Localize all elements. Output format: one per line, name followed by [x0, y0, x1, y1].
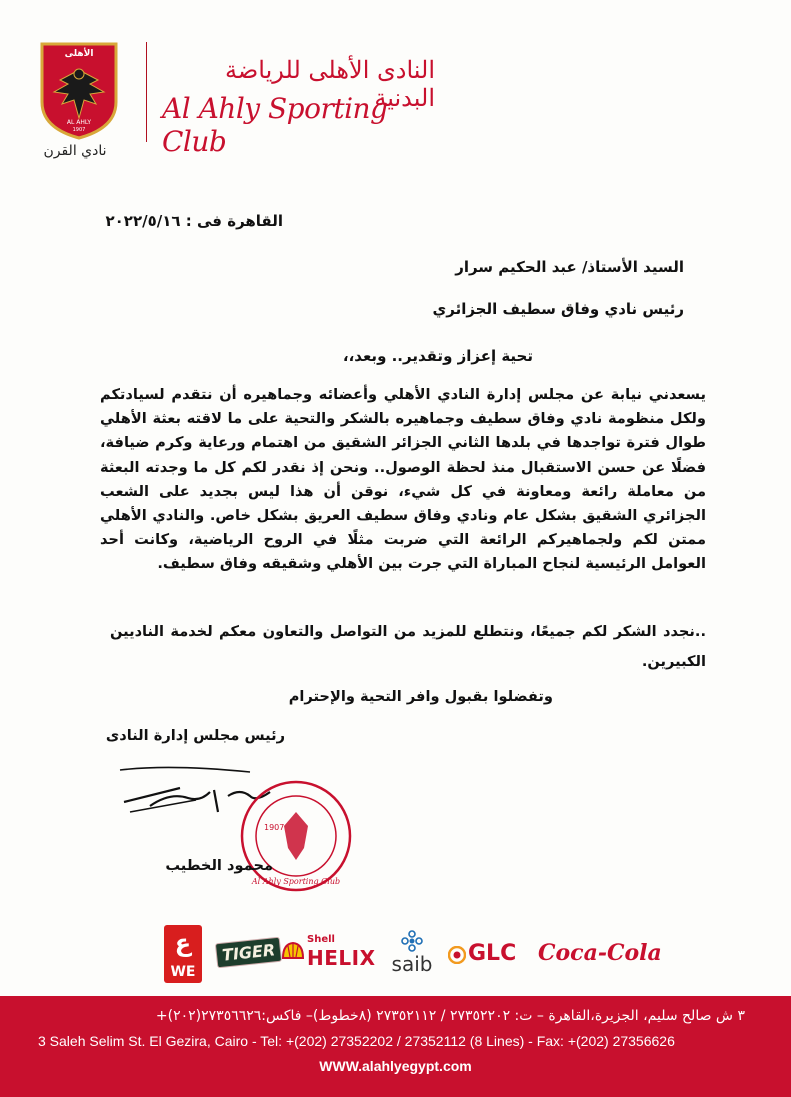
saib-flower-icon: [400, 930, 424, 952]
helix-label: HELIX: [307, 946, 376, 970]
regards-line: وتفضلوا بقبول وافر التحية والإحترام: [288, 688, 553, 705]
footer-address-arabic: ٣ ش صالح سليم، الجزيرة،القاهرة – ت: ٢٧٣٥٢٢٠٢ / ٢٧٣٥٢١١٢ (٨خطوط)– فاكس:٢٧٣٥٦٦٢٦(٢٠٢)+: [155, 1008, 745, 1024]
greeting: تحية إعزاز وتقدير.. وبعد،،: [342, 347, 533, 365]
shell-icon: [281, 940, 305, 964]
body-paragraph: يسعدني نيابة عن مجلس إدارة النادي الأهلي وأعضائه وجماهيره أن نتقدم لسيادتكم ولكل منظومة نادي وفاق سطيف وجماهيره بالشكر والتحية على ما لاقته بعثة الأهلي طوال فترة تواجدها في بلدها الثاني الجزائر الشقيق من اهتمام ورعاية وكرم ضيافة، فضلًا عن حسن الاستقبال منذ لحظة الوصول.. ونحن إذ نقدر لكم كل ما وجدته البعثة من معاملة رائعة ومعاونة في كل شيء، نوقن أن هذا ليس بجديد على الشعب الجزائري الشقيق بشكل عام ونادي وفاق سطيف العريق بشكل خاص. والنادي الأهلي ممتن لكم ولجماهيركم الرائعة التي ضربت مثلًا في الروح الرياضية، وكانت أحد العوامل الرئيسية لنجاح المباراة التي جرت بين الأهلي وشقيقه وفاق سطيف.: [100, 386, 706, 573]
glc-sponsor-logo: [448, 941, 538, 971]
signatory-name: محمود الخطيب: [165, 857, 273, 874]
saib-sponsor-logo: [382, 930, 442, 980]
we-sponsor-logo: [164, 925, 202, 983]
footer-website-link[interactable]: WWW.alahlyegypt.com: [319, 1058, 472, 1074]
glc-swirl-icon: [448, 946, 466, 964]
club-name-english: Al Ahly Sporting Club: [162, 92, 388, 158]
salutation: السيد الأستاذ/ عبد الحكيم سرار: [455, 258, 684, 276]
crest-year: 1907: [72, 127, 86, 133]
coca-cola-sponsor-logo: Coca-Cola: [538, 940, 662, 966]
recipient-title: رئيس نادي وفاق سطيف الجزائري: [432, 300, 684, 318]
shell-label: Shell: [307, 934, 335, 945]
we-label: WE: [170, 964, 196, 980]
crest-label-bottom: AL AHLY: [66, 119, 92, 126]
shell-helix-sponsor-logo: [281, 934, 391, 974]
al-ahly-crest-logo: [38, 40, 120, 140]
footer-address-english: 3 Saleh Selim St. El Gezira, Cairo - Tel: +(202) 27352202 / 27352112 (8 Lines) - Fax: +(202) 27356626: [38, 1033, 675, 1049]
glc-label: GLC: [468, 941, 517, 966]
we-mark-icon: ع: [174, 929, 192, 957]
tiger-sponsor-logo: TIGER: [215, 937, 283, 969]
closing-paragraph: ..نجدد الشكر لكم جميعًا، ونتطلع للمزيد من التواصل والتعاون معكم لخدمة الناديين الكبيرين.: [110, 623, 706, 670]
date-line: القاهرة فى : ٢٠٢٢/٥/١٦: [105, 212, 283, 230]
stamp-year: 1907: [264, 823, 285, 832]
crest-label-top: الأهلى: [64, 49, 94, 59]
stamp-text: Al Ahly Sporting Club: [251, 877, 341, 886]
saib-label: saib: [391, 952, 433, 976]
header-divider: [146, 42, 147, 142]
club-name-arabic: النادى الأهلى للرياضة البدنية: [225, 56, 435, 112]
signatory-title: رئيس مجلس إدارة النادى: [105, 727, 285, 744]
club-stamp: [238, 778, 354, 894]
club-nickname: نادي القرن: [43, 143, 107, 159]
